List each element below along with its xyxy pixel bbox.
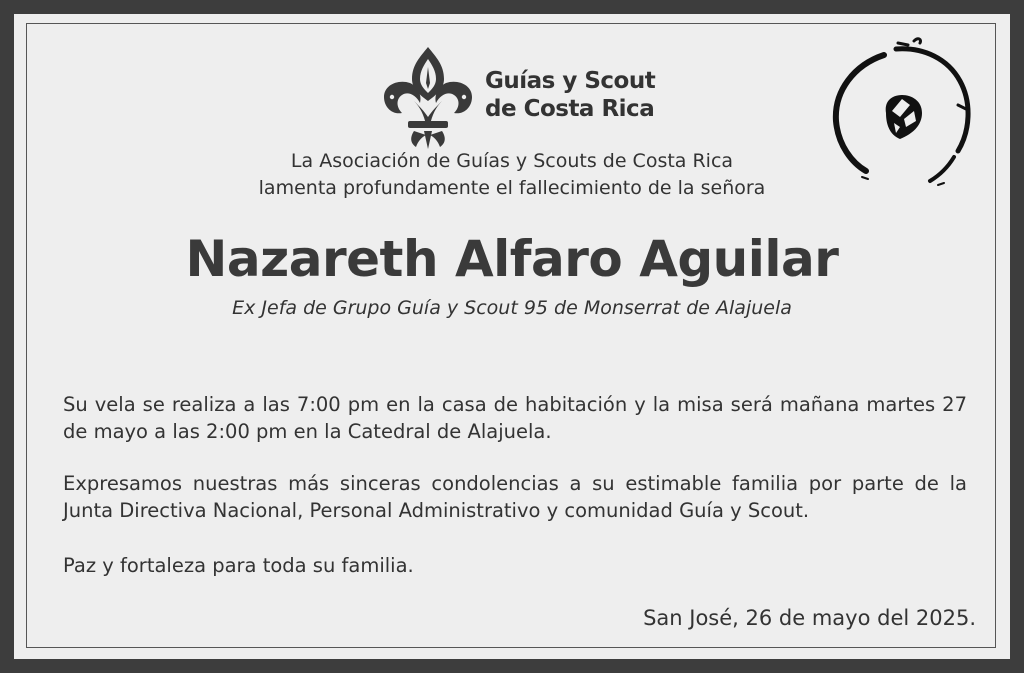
closing-wish-paragraph: Paz y fortaleza para toda su familia. xyxy=(63,554,414,577)
intro-line-2: lamenta profundamente el fallecimiento de la señora xyxy=(258,177,766,199)
intro-line-1: La Asociación de Guías y Scouts de Costa Rica xyxy=(290,150,734,172)
logo-line-2: de Costa Rica xyxy=(485,96,655,122)
place-and-date: San José, 26 de mayo del 2025. xyxy=(643,606,976,630)
intro-text xyxy=(14,148,1010,202)
deceased-role: Ex Jefa de Grupo Guía y Scout 95 de Monserrat de Alajuela xyxy=(232,297,792,319)
obituary-card xyxy=(14,14,1010,659)
organization-logo xyxy=(380,45,660,149)
deceased-name: Nazareth Alfaro Aguilar xyxy=(185,230,839,288)
logo-line-1: Guías y Scout xyxy=(485,68,656,94)
fleur-de-lis-icon xyxy=(380,45,476,149)
condolences-paragraph: Expresamos nuestras más sinceras condolencias a su estimable familia por parte de la Junta Directiva Nacional, Personal Administrativo y comunidad Guía y Scout. xyxy=(63,472,967,522)
service-details-paragraph: Su vela se realiza a las 7:00 pm en la casa de habitación y la misa será mañana martes 27 de mayo a las 2:00 pm en la Catedral de Alajuela. xyxy=(63,393,967,443)
